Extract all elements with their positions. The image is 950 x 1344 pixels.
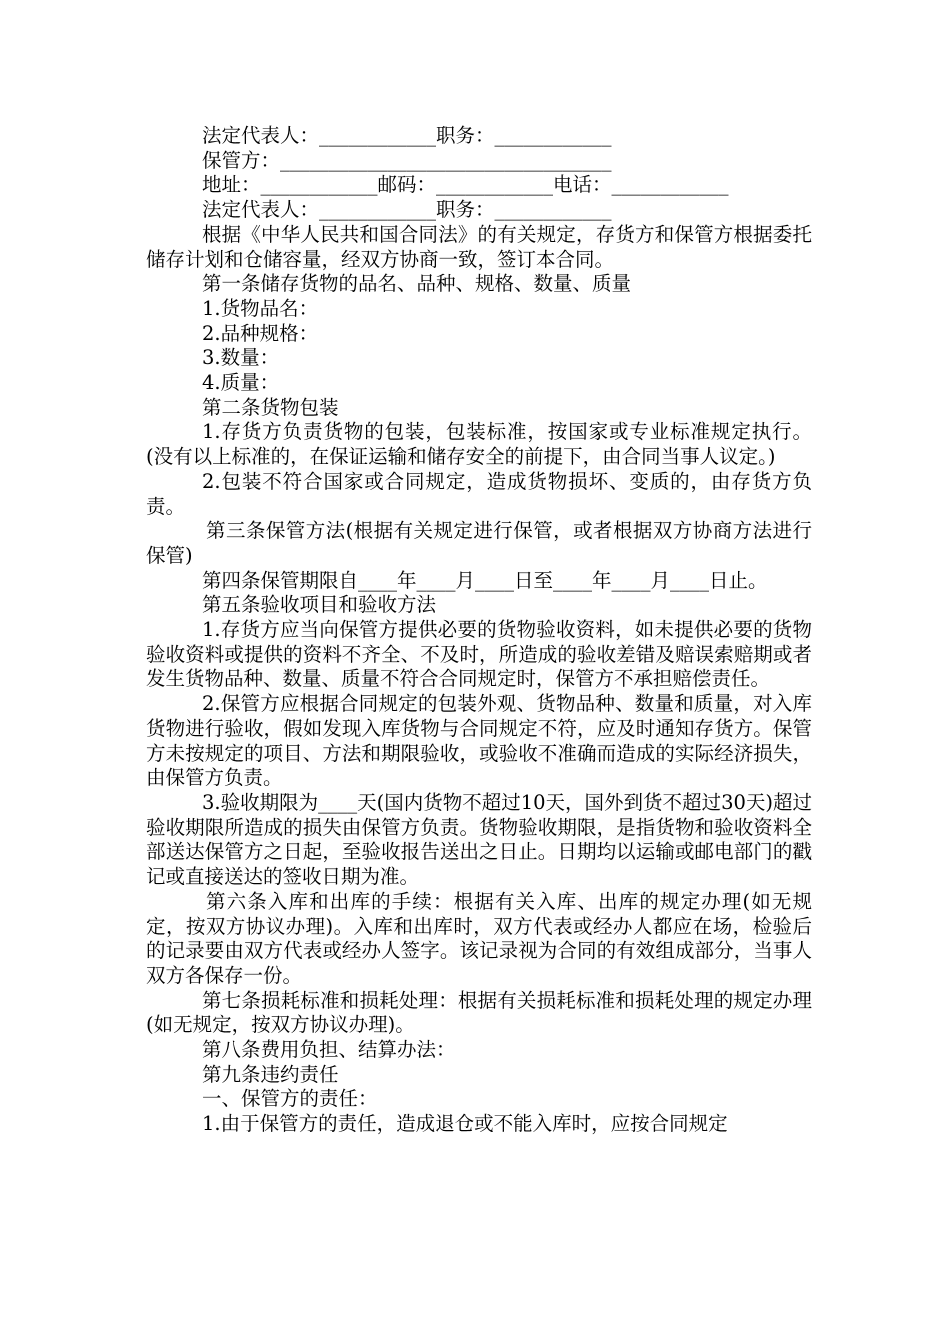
article-5-item-2: 2.保管方应根据合同规定的包装外观、货物品种、数量和质量，对入库货物进行验收，假如发现入库货物与合同规定不符，应及时通知存货方。保管方未按规定的项目、方法和期限验收，或验收不准确而造成的实际经济损失，由保管方负责。 <box>146 692 812 790</box>
article-5-item-1: 1.存货方应当向保管方提供必要的货物验收资料，如未提供必要的货物验收资料或提供的资料不齐全、不及时，所造成的验收差错及赔误索赔期或者发生货物品种、数量、质量不符合合同规定时，保管方不承担赔偿责任。 <box>146 618 812 691</box>
article-8-paragraph: 第八条费用负担、结算办法： <box>202 1038 456 1062</box>
article-2-item-2: 2.包装不符合国家或合同规定，造成货物损坏、变质的，由存货方负责。 <box>146 469 812 518</box>
article-1-heading: 第一条储存货物的品名、品种、规格、数量、质量 <box>202 272 632 296</box>
party-b-representative-line: 法定代表人：____________职务：____________ <box>202 198 612 222</box>
preamble-paragraph: 根据《中华人民共和国合同法》的有关规定，存货方和保管方根据委托储存计划和仓储容量，经双方协商一致，签订本合同。 <box>146 222 812 271</box>
article-6-paragraph: 第六条入库和出库的手续：根据有关入库、出库的规定办理(如无规定，按双方协议办理)。入库和出库时，双方代表或经办人都应在场，检验后的记录要由双方代表或经办人签字。该记录视为合同的有效组成部分，当事人双方各保存一份。 <box>146 889 812 987</box>
article-3-paragraph: 第三条保管方法(根据有关规定进行保管，或者根据双方协商方法进行保管) <box>146 519 812 567</box>
article-9-section-1-item-1: 1.由于保管方的责任，造成退仓或不能入库时，应按合同规定 <box>202 1112 728 1136</box>
article-1-item-1: 1.货物品名： <box>202 296 319 320</box>
contract-document <box>146 124 812 1137</box>
article-4-paragraph: 第四条保管期限自____年____月____日至____年____月____日止。 <box>202 568 768 592</box>
party-a-representative-line: 法定代表人：____________职务：____________ <box>202 124 612 147</box>
article-5-item-3: 3.验收期限为____天(国内货物不超过10天，国外到货不超过30天)超过验收期限所造成的损失由保管方负责。货物验收期限，是指货物和验收资料全部送达保管方之日起，至验收报告送出之日止。日期均以运输或邮电部门的戳记或直接送达的签收日期为准。 <box>146 790 812 889</box>
article-7-paragraph: 第七条损耗标准和损耗处理：根据有关损耗标准和损耗处理的规定办理(如无规定，按双方协议办理)。 <box>146 988 812 1037</box>
address-line: 地址：____________邮码：____________电话：____________ <box>202 173 729 197</box>
article-5-heading: 第五条验收项目和验收方法 <box>202 593 437 617</box>
custodian-line: 保管方：__________________________________ <box>202 148 612 172</box>
article-1-item-2: 2.品种规格： <box>202 321 319 345</box>
article-1-item-3: 3.数量： <box>202 346 280 370</box>
article-2-item-1: 1.存货方负责货物的包装，包装标准，按国家或专业标准规定执行。(没有以上标准的，在保证运输和储存安全的前提下，由合同当事人议定。) <box>146 420 812 469</box>
article-9-section-1-heading: 一、保管方的责任： <box>202 1087 378 1111</box>
article-2-heading: 第二条货物包装 <box>202 395 339 419</box>
article-1-item-4: 4.质量： <box>202 371 280 395</box>
article-9-heading: 第九条违约责任 <box>202 1062 339 1086</box>
